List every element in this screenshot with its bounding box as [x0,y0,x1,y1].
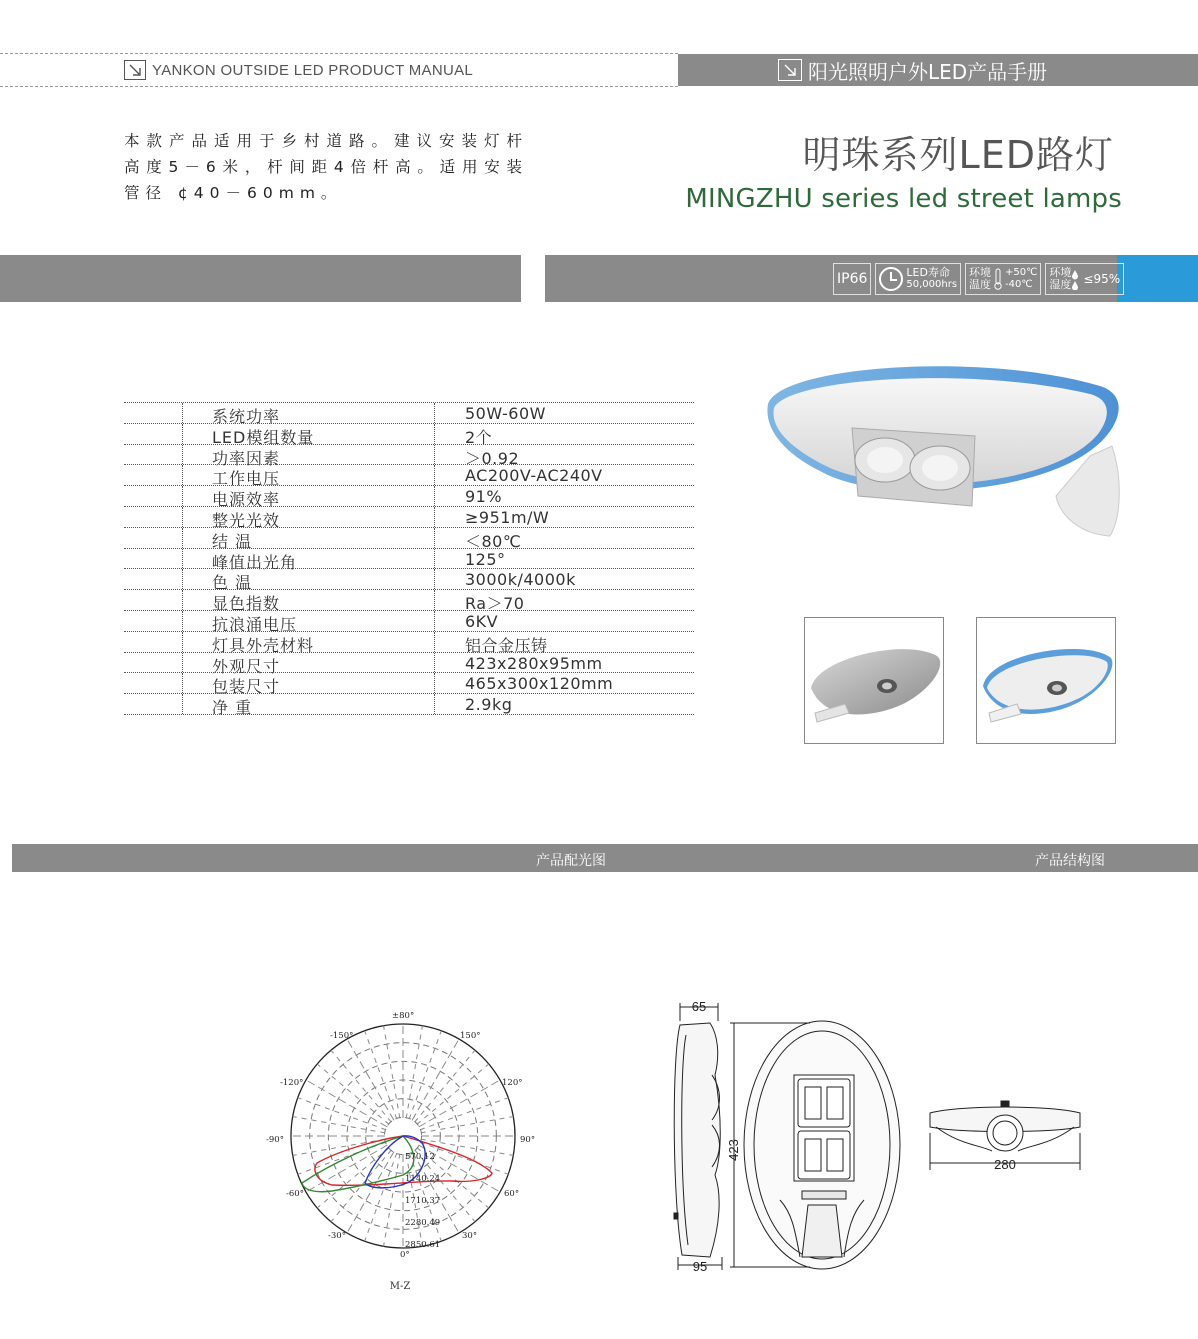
polar-angle-label: 120° [502,1078,523,1088]
spec-value: 50W-60W [465,404,546,423]
spec-key: LED模组数量 [212,427,315,447]
polar-ring-label: 570.12 [405,1152,435,1162]
spec-key: 抗浪涌电压 [212,614,298,634]
manual-title-cn: 阳光照明户外LED产品手册 [808,59,1048,84]
ip-rating-badge: IP66 [833,263,871,295]
spec-key: 显色指数 [212,594,281,614]
spec-value: ＞0.92 [465,448,520,468]
polar-caption: M-Z [389,1281,411,1292]
spec-value: ＜80℃ [465,531,522,551]
spec-row [124,423,694,447]
thumbnail-blue [976,617,1116,744]
arrow-box-icon [778,59,802,81]
polar-angle-label: -90° [266,1135,284,1145]
spec-key: 外观尺寸 [212,656,281,676]
gray-band-left [0,255,521,302]
product-description: 本款产品适用于乡村道路。建议安装灯杆高度5－6米，杆间距4倍杆高。适用安装管径 ¢40－60mm。 [124,132,528,202]
manual-title-en: YANKON OUTSIDE LED PRODUCT MANUAL [152,61,474,79]
polar-angle-label: -150° [330,1031,354,1041]
temperature-badge: 环境 温度 +50℃ -40℃ [965,263,1041,295]
product-title-cn: 明珠系列LED路灯 [802,133,1114,177]
header-top-rule [0,53,678,54]
spec-row [124,589,694,614]
spec-row [124,464,694,489]
polar-ring-label: 2850.61 [405,1240,441,1250]
spec-key: 功率因素 [212,448,281,468]
spec-key: 色 温 [212,573,253,593]
lamp-main-image [760,356,1130,546]
spec-key: 电源效率 [212,490,281,510]
spec-key: 工作电压 [212,469,281,489]
polar-angle-label: ±80° [392,1011,415,1021]
spec-row [124,444,694,468]
led-life-badge: LED寿命 50,000hrs [875,263,961,295]
spec-key: 整光光效 [212,510,281,530]
spec-key: 净 重 [212,698,253,718]
header-bottom-rule [0,86,678,87]
clock-icon [879,267,903,291]
thermometer-icon [993,267,1003,291]
spec-table [124,402,694,718]
polar-angle-label: 60° [504,1189,520,1199]
spec-row [124,485,694,510]
spec-value: ≥951m/W [465,507,550,527]
header-right [678,54,1198,86]
spec-value: 465x300x120mm [465,674,614,694]
spec-row [124,548,694,572]
section-bar-tick [0,844,13,872]
spec-value: 3000k/4000k [465,570,576,590]
polar-angle-label: 0° [400,1250,410,1260]
feature-badges [833,263,1124,295]
spec-key: 结 温 [212,531,253,551]
dim-side-depth: 65 [691,999,707,1014]
polar-angle-label: 30° [462,1231,478,1241]
spec-key: 包装尺寸 [212,677,281,697]
spec-value: AC200V-AC240V [465,466,603,486]
spec-row [124,568,694,593]
polar-spoke [384,1026,400,1119]
spec-value: 2个 [465,427,493,447]
polar-light-distribution-chart [262,1005,552,1295]
spec-value: 91% [465,487,503,507]
dim-height: 423 [726,1139,741,1161]
spec-value: 2.9kg [465,695,513,715]
spec-key: 灯具外壳材料 [212,635,315,655]
structure-drawing [660,995,1110,1280]
section-label-light-distribution: 产品配光图 [536,853,606,869]
arrow-box-icon [124,60,146,80]
polar-angle-label: 90° [520,1135,536,1145]
polar-angle-label: -30° [328,1231,346,1241]
spec-row [124,652,694,676]
humidity-badge: 环境 湿度 ≤95% [1045,263,1124,295]
polar-angle-label: -60° [286,1189,304,1199]
blue-accent-tab [1117,255,1198,302]
spec-row [124,672,694,697]
spec-row [124,506,694,530]
thumbnail-silver [804,617,944,744]
polar-spoke [406,1026,422,1119]
water-drop-icon [1071,268,1079,290]
polar-angle-label: 150° [460,1031,481,1041]
spec-row [124,610,694,634]
polar-spoke [384,1154,400,1247]
product-title-en: MINGZHU series led street lamps [685,184,1122,214]
spec-value: 铝合金压铸 [465,635,548,655]
spec-row [124,527,694,551]
spec-value: 6KV [465,611,499,631]
spec-key: 峰值出光角 [212,552,298,572]
polar-spoke [293,1117,386,1133]
section-label-structure: 产品结构图 [1035,853,1105,869]
spec-row [124,693,694,718]
spec-row [124,631,694,655]
spec-row [124,402,694,426]
spec-value: 125° [465,549,506,569]
header-left [124,60,473,80]
spec-key: 系统功率 [212,407,281,426]
polar-ring-label: 1140.24 [405,1174,441,1184]
polar-spoke [421,1117,514,1133]
polar-ring-label: 1710.37 [405,1196,441,1206]
dim-width: 280 [994,1157,1016,1172]
spec-value: Ra＞70 [465,594,525,614]
spec-value: 423x280x95mm [465,653,603,673]
dim-base-depth: 95 [692,1259,708,1274]
polar-ring-label: 2280.49 [405,1218,441,1228]
polar-angle-label: -120° [280,1078,304,1088]
